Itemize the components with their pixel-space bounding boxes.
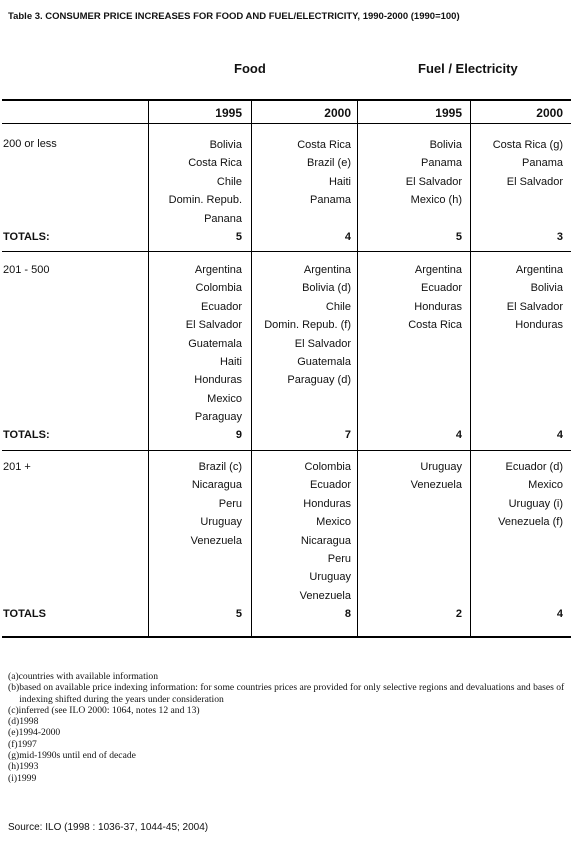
total-s2-fuel-1995: 4 bbox=[455, 429, 462, 441]
country-entry: Costa Rica (g) bbox=[492, 139, 563, 151]
source-note: Source: ILO (1998 : 1036-37, 1044-45; 2004) bbox=[8, 822, 209, 833]
country-entry: Mexico bbox=[316, 516, 351, 529]
cell-s2-fuel-2000 bbox=[507, 261, 563, 335]
section-divider-1 bbox=[2, 251, 571, 252]
country-entry: Argentina bbox=[414, 264, 462, 276]
row-label-200-or-less: 200 or less bbox=[3, 138, 57, 150]
footnote bbox=[8, 773, 568, 784]
country-entry: Ecuador (d) bbox=[505, 461, 563, 473]
column-divider-2 bbox=[251, 101, 252, 637]
country-entry: Honduras bbox=[515, 319, 563, 332]
country-entry: Guatemala bbox=[297, 355, 351, 368]
country-entry: Panama bbox=[522, 157, 563, 170]
footnote-text: mid-1990s until end of decade bbox=[19, 750, 136, 762]
section-divider-2 bbox=[2, 450, 571, 451]
country-entry: Chile bbox=[216, 175, 242, 188]
footnote-text: 1997 bbox=[17, 738, 37, 750]
country-entry: Paraguay bbox=[194, 411, 242, 424]
cell-s3-fuel-2000 bbox=[498, 458, 563, 532]
table-title: Table 3. CONSUMER PRICE INCREASES FOR FOOD AND FUEL/ELECTRICITY, 1990-2000 (1990=100) bbox=[8, 11, 460, 22]
country-entry: Ecuador bbox=[201, 300, 242, 313]
footnote-text: countries with available information bbox=[18, 671, 158, 682]
footnote-text: 1998 bbox=[19, 716, 39, 728]
country-entry: Nicaragua bbox=[191, 479, 242, 492]
country-entry: Uruguay (i) bbox=[508, 497, 563, 510]
footnote bbox=[8, 671, 568, 682]
col-header-food-2000: 2000 bbox=[324, 106, 351, 120]
column-divider-3 bbox=[357, 101, 358, 637]
country-entry: Argentina bbox=[194, 264, 242, 276]
total-s3-fuel-1995: 2 bbox=[455, 608, 462, 620]
footnote bbox=[8, 761, 568, 772]
header-top-rule bbox=[2, 99, 571, 101]
row-label-201-500: 201 - 500 bbox=[3, 264, 50, 276]
totals-label-s2: TOTALS: bbox=[3, 429, 50, 441]
footnotes bbox=[8, 671, 568, 784]
country-entry: Brazil (e) bbox=[306, 157, 351, 170]
col-header-food-1995: 1995 bbox=[215, 106, 242, 120]
country-entry: Ecuador bbox=[421, 282, 462, 295]
country-entry: El Salvador bbox=[294, 337, 351, 350]
footnote bbox=[8, 682, 568, 705]
country-entry: Chile bbox=[325, 300, 351, 313]
country-entry: Peru bbox=[327, 552, 351, 565]
totals-label-s3: TOTALS bbox=[3, 608, 46, 620]
cell-s2-food-2000 bbox=[264, 261, 351, 390]
cell-s1-fuel-1995 bbox=[406, 136, 462, 210]
cell-s1-food-2000 bbox=[297, 136, 351, 210]
country-entry: Domin. Repub. (f) bbox=[264, 319, 351, 332]
country-entry: Haiti bbox=[219, 355, 242, 368]
cell-s1-food-1995 bbox=[169, 136, 242, 228]
country-entry: Argentina bbox=[515, 264, 563, 276]
country-entry: Honduras bbox=[303, 497, 351, 510]
country-entry: Panama bbox=[310, 194, 351, 207]
footnote-tag: (g) bbox=[8, 750, 20, 762]
country-entry: El Salvador bbox=[185, 319, 242, 332]
country-entry: El Salvador bbox=[405, 175, 462, 188]
total-s3-food-1995: 5 bbox=[235, 608, 242, 620]
footnote-text: 1993 bbox=[19, 761, 39, 773]
country-entry: Brazil (c) bbox=[198, 461, 242, 473]
country-entry: Peru bbox=[218, 497, 242, 510]
country-entry: Bolivia bbox=[429, 139, 462, 151]
country-entry: Costa Rica bbox=[408, 319, 462, 332]
country-entry: Mexico (h) bbox=[410, 194, 462, 207]
footnote-tag: (e) bbox=[8, 727, 19, 739]
total-s1-fuel-1995: 5 bbox=[455, 231, 462, 243]
footnote-tag: (h) bbox=[8, 761, 20, 773]
country-entry: Colombia bbox=[304, 461, 351, 473]
footnote bbox=[8, 705, 568, 716]
group-header-food: Food bbox=[234, 61, 266, 76]
country-entry: Argentina bbox=[303, 264, 351, 276]
footnote bbox=[8, 739, 568, 750]
country-entry: Honduras bbox=[414, 300, 462, 313]
total-s3-fuel-2000: 4 bbox=[556, 608, 563, 620]
country-entry: Mexico bbox=[528, 479, 563, 492]
footnote-text: inferred (see ILO 2000: 1064, notes 12 and 13) bbox=[18, 704, 200, 716]
footnote-text: 1999 bbox=[17, 772, 37, 784]
row-label-201-plus: 201 + bbox=[3, 461, 31, 473]
country-entry: Nicaragua bbox=[300, 534, 351, 547]
country-entry: Bolivia bbox=[209, 139, 242, 151]
country-entry: Paraguay (d) bbox=[287, 374, 351, 387]
country-entry: Venezuela (f) bbox=[498, 516, 563, 529]
footnote bbox=[8, 750, 568, 761]
footnote bbox=[8, 727, 568, 738]
total-s2-food-1995: 9 bbox=[235, 429, 242, 441]
country-entry: Colombia bbox=[195, 282, 242, 295]
cell-s2-fuel-1995 bbox=[408, 261, 462, 335]
country-entry: Guatemala bbox=[188, 337, 242, 350]
column-divider-1 bbox=[148, 101, 149, 637]
col-header-fuel-1995: 1995 bbox=[435, 106, 462, 120]
totals-label-s1: TOTALS: bbox=[3, 231, 50, 243]
footnote-tag: (b) bbox=[8, 682, 20, 694]
country-entry: Costa Rica bbox=[297, 139, 351, 151]
country-entry: Panana bbox=[204, 212, 242, 225]
footnote bbox=[8, 716, 568, 727]
country-entry: El Salvador bbox=[506, 300, 563, 313]
cell-s2-food-1995 bbox=[186, 261, 242, 427]
country-entry: Ecuador bbox=[310, 479, 351, 492]
country-entry: Mexico bbox=[207, 392, 242, 405]
country-entry: Venezuela bbox=[299, 589, 351, 602]
cell-s1-fuel-2000 bbox=[493, 136, 563, 191]
country-entry: Uruguay bbox=[420, 461, 462, 473]
country-entry: Bolivia bbox=[530, 282, 563, 295]
total-s2-fuel-2000: 4 bbox=[556, 429, 563, 441]
table-bottom-rule bbox=[2, 636, 571, 638]
cell-s3-food-2000 bbox=[300, 458, 351, 605]
country-entry: Uruguay bbox=[200, 516, 242, 529]
footnote-text: 1994-2000 bbox=[18, 727, 61, 739]
footnote-tag: (i) bbox=[8, 772, 18, 784]
footnote-tag: (f) bbox=[8, 738, 18, 750]
country-entry: Honduras bbox=[194, 374, 242, 387]
country-entry: Bolivia (d) bbox=[302, 282, 351, 295]
total-s1-food-1995: 5 bbox=[235, 231, 242, 243]
country-entry: Domin. Repub. bbox=[168, 194, 242, 207]
total-s3-food-2000: 8 bbox=[344, 608, 351, 620]
country-entry: Uruguay bbox=[309, 571, 351, 584]
header-bottom-rule bbox=[2, 123, 571, 124]
country-entry: Haiti bbox=[328, 175, 351, 188]
group-header-fuel: Fuel / Electricity bbox=[418, 61, 518, 76]
country-entry: El Salvador bbox=[506, 175, 563, 188]
total-s1-food-2000: 4 bbox=[344, 231, 351, 243]
country-entry: Panama bbox=[421, 157, 462, 170]
column-divider-4 bbox=[470, 101, 471, 637]
country-entry: Costa Rica bbox=[188, 157, 242, 170]
footnote-text: based on available price indexing information: for some countries prices are provided for only selective regions and devaluations and bases of indexing shifted during the years under consideration bbox=[19, 682, 565, 705]
col-header-fuel-2000: 2000 bbox=[536, 106, 563, 120]
cell-s3-fuel-1995 bbox=[411, 458, 462, 495]
country-entry: Venezuela bbox=[190, 534, 242, 547]
cell-s3-food-1995 bbox=[191, 458, 242, 550]
footnote-tag: (c) bbox=[8, 704, 19, 716]
footnote-tag: (d) bbox=[8, 716, 20, 728]
total-s2-food-2000: 7 bbox=[344, 429, 351, 441]
total-s1-fuel-2000: 3 bbox=[556, 231, 563, 243]
footnote-tag: (a) bbox=[8, 671, 19, 682]
country-entry: Venezuela bbox=[410, 479, 462, 492]
